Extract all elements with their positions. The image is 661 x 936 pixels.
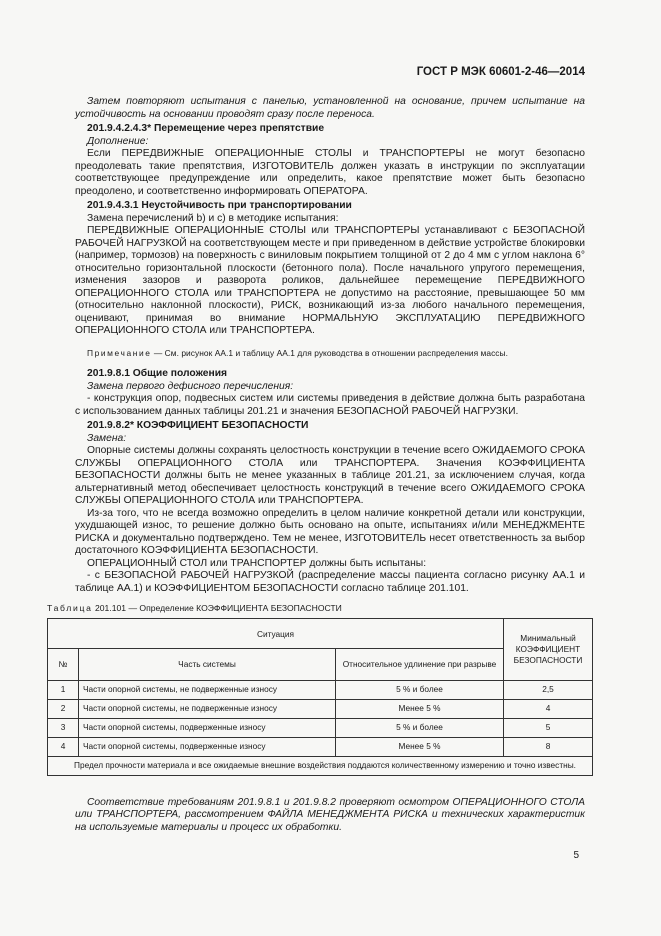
paragraph-label: Замена первого дефисного перечисления: [87,380,294,392]
cell-part: Части опорной системы, подверженные износу [79,737,336,756]
table-row [48,737,593,756]
cell-min: 4 [504,699,593,718]
cell-min: 5 [504,718,593,737]
table-head-no: № [48,648,79,680]
cell-part: Части опорной системы, подверженные износу [79,718,336,737]
section-heading: 201.9.8.1 Общие положения [87,368,228,379]
paragraph-label: Замена: [87,432,127,444]
cell-part: Части опорной системы, не подверженные износу [79,680,336,699]
cell-elong: Менее 5 % [336,699,504,718]
cell-min: 2,5 [504,680,593,699]
paragraph: Опорные системы должны сохранять целостность конструкции в течение всего ОЖИДАЕМОГО СРОКА СЛУЖБЫ ОПЕРАЦИОННОГО СТОЛА или ТРАНСПОРТЕРА. Значения КОЭФФИЦИЕНТА БЕЗОПАСНОСТИ должны быть не менее указанных в таблице 201.21, за исключением случая, когда альтернативный метод обеспечивает целостность конструкций в течение всего ОЖИДАЕМОГО СРОКА СЛУЖБЫ ОПЕРАЦИОННОГО СТОЛА или ТРАНСПОРТЕРА. [75,445,585,506]
cell-no: 2 [48,699,79,718]
list-item: - с БЕЗОПАСНОЙ РАБОЧЕЙ НАГРУЗКОЙ (распределение массы пациента согласно рисунку АА.1 и таблице АА.1) и КОЭФФИЦИЕНТОМ БЕЗОПАСНОСТИ согласно таблице 201.101. [75,570,585,594]
document-body [47,96,585,834]
section-heading: 201.9.8.2* КОЭФФИЦИЕНТ БЕЗОПАСНОСТИ [87,420,309,431]
table-head-part: Часть системы [79,648,336,680]
cell-min: 8 [504,737,593,756]
page-number: 5 [573,850,579,861]
table-footnote: Предел прочности материала и все ожидаемые внешние воздействия поддаются количественному измерению и точно известны. [48,756,593,775]
cell-no: 1 [48,680,79,699]
table-row [48,699,593,718]
section-heading: 201.9.4.3.1 Неустойчивость при транспортировании [87,200,352,211]
paragraph-label: Дополнение: [87,135,149,147]
note-text: — См. рисунок АА.1 и таблицу АА.1 для руководства в отношении распределения массы. [151,347,508,358]
table-head-elong: Относительное удлинение при разрыве [336,648,504,680]
paragraph: Замена перечислений b) и с) в методике испытания: [87,212,339,224]
cell-elong: 5 % и более [336,680,504,699]
cell-no: 3 [48,718,79,737]
cell-elong: 5 % и более [336,718,504,737]
section-heading: 201.9.4.2.4.3* Перемещение через препятствие [87,123,325,134]
paragraph: ОПЕРАЦИОННЫЙ СТОЛ или ТРАНСПОРТЕР должны быть испытаны: [87,557,427,569]
table-caption-label: Таблица [47,603,93,613]
note [75,347,585,360]
closing-paragraph: Соответствие требованиям 201.9.8.1 и 201.9.8.2 проверяют осмотром ОПЕРАЦИОННОГО СТОЛА или ТРАНСПОРТЕРА, рассмотрением ФАЙЛА МЕНЕДЖМЕНТА РИСКА и технических характеристик на используемые материалы и процесс их обработки. [75,796,585,833]
paragraph: Из-за того, что не всегда возможно определить в целом наличие конкретной детали или конструкции, ухудшающей износ, то решение должно быть основано на опыте, испытаниях и/или МЕНЕДЖМЕНТЕ РИСКА и документально подтверждено. Тем не менее, ИЗГОТОВИТЕЛЬ несет ответственность за выбор достаточного КОЭФФИЦИЕНТА БЕЗОПАСНОСТИ. [75,507,585,556]
document-id: ГОСТ Р МЭК 60601-2-46—2014 [416,66,585,78]
paragraph: ПЕРЕДВИЖНЫЕ ОПЕРАЦИОННЫЕ СТОЛЫ или ТРАНСПОРТЕРЫ устанавливают с БЕЗОПАСНОЙ РАБОЧЕЙ НАГРУЗКОЙ на соответствующем месте и при приведенном в действие устройстве блокировки (например, тормозов) на поверхность с виниловым покрытием толщиной от 2 до 4 мм с углом наклона 6° относительно горизонтальной плоскости (бетонного пола). После начального упругого перемещения, изменения зазоров и разворота роликов, дальнейшее перемещение ПЕРЕДВИЖНОГО ОПЕРАЦИОННОГО СТОЛА или ТРАНСПОРТЕРА не допустимо на расстояние, превышающее 50 мм (относительно наклонной плоскости), РИСК, возникающий из-за любого начального перемещения, оценивают, принимая во внимание НОРМАЛЬНУЮ ЭКСПЛУАТАЦИЮ ПЕРЕДВИЖНОГО ОПЕРАЦИОННОГО СТОЛА или ТРАНСПОРТЕРА. [75,225,585,336]
safety-factor-table [47,618,593,776]
table-caption-text: 201.101 — Определение КОЭФФИЦИЕНТА БЕЗОПАСНОСТИ [92,603,342,613]
table-caption [47,602,585,615]
note-label: Примечание [87,347,152,358]
cell-part: Части опорной системы, не подверженные износу [79,699,336,718]
cell-elong: Менее 5 % [336,737,504,756]
table-head-situation: Ситуация [48,618,504,648]
table-head-min: Минимальный КОЭФФИЦИЕНТ БЕЗОПАСНОСТИ [504,618,593,680]
table-row [48,718,593,737]
paragraph: Затем повторяют испытания с панелью, установленной на основание, причем испытание на устойчивость на основании проводят сразу после переноса. [75,96,585,120]
paragraph: Если ПЕРЕДВИЖНЫЕ ОПЕРАЦИОННЫЕ СТОЛЫ и ТРАНСПОРТЕРЫ не могут безопасно преодолевать такие препятствия, ИЗГОТОВИТЕЛЬ должен указать в инструкции по эксплуатации соответствующее предупреждение или определить, какое препятствие может быть безопасно преодолено, и соответственно информировать ОПЕРАТОРА. [75,148,585,197]
table-row [48,680,593,699]
list-item: - конструкция опор, подвесных систем или системы приведения в действие должна быть разработана с использованием данных таблицы 201.21 и значения БЕЗОПАСНОЙ РАБОЧЕЙ НАГРУЗКИ. [75,393,585,417]
cell-no: 4 [48,737,79,756]
